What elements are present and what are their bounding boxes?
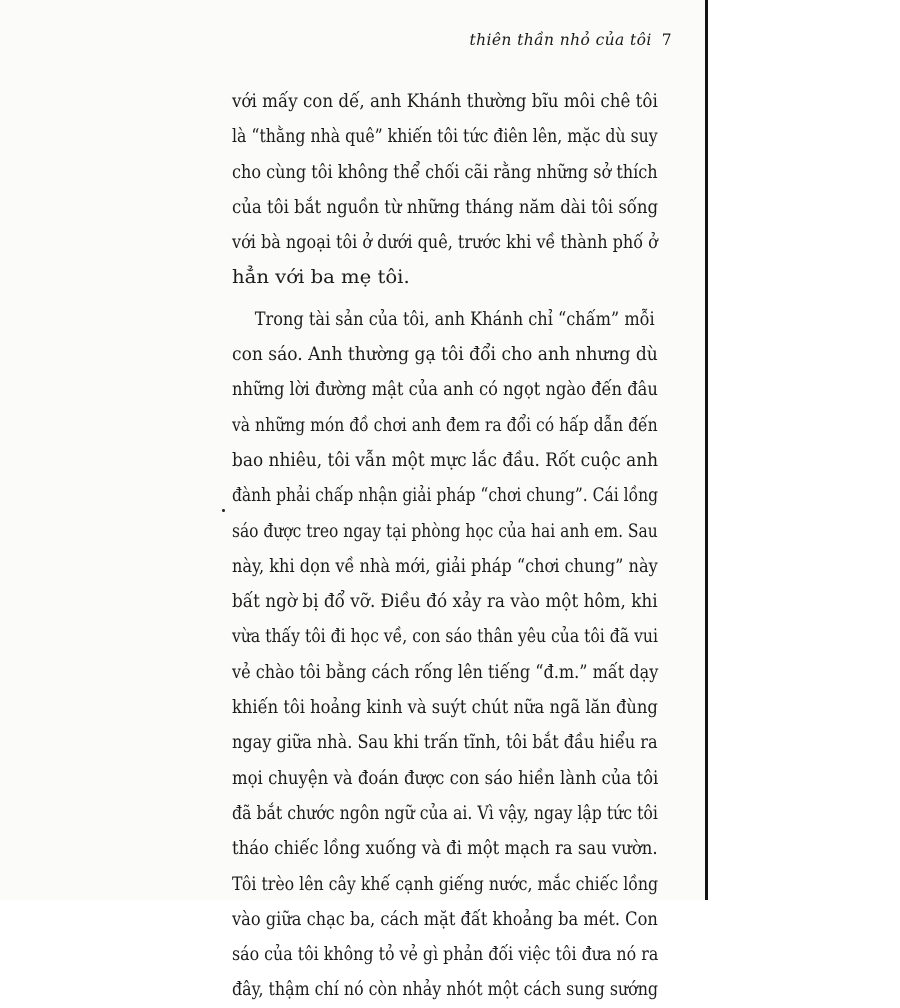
text-line: cho cùng tôi không thể chối cãi rằng những sở thích bbox=[232, 161, 658, 183]
running-head bbox=[469, 31, 672, 49]
text-line: bao nhiêu, tôi vẫn một mực lắc đầu. Rốt cuộc anh bbox=[232, 449, 659, 471]
text-line: vào giữa chạc ba, cách mặt đất khoảng ba mét. Con bbox=[232, 908, 658, 930]
text-line: với mấy con dế, anh Khánh thường bĩu môi chê tôi bbox=[232, 91, 658, 112]
text-line: đã bắt chước ngôn ngữ của ai. Vì vậy, ngay lập tức tôi bbox=[232, 802, 658, 824]
right-margin bbox=[708, 0, 900, 900]
text-line: con sáo. Anh thường gạ tôi đổi cho anh nhưng dù bbox=[232, 344, 658, 366]
text-line: tháo chiếc lồng xuống và đi một mạch ra sau vườn. bbox=[232, 838, 658, 860]
text-line: hẳn với ba mẹ tôi. bbox=[232, 267, 410, 289]
text-line: với bà ngoại tôi ở dưới quê, trước khi về thành phố ở bbox=[232, 232, 658, 254]
text-line: sáo được treo ngay tại phòng học của hai anh em. Sau bbox=[232, 520, 658, 542]
text-line: vừa thấy tôi đi học về, con sáo thân yêu của tôi đã vui bbox=[232, 626, 658, 648]
text-line: mọi chuyện và đoán được con sáo hiền lành của tôi bbox=[232, 767, 659, 789]
text-line: khiến tôi hoảng kinh và suýt chút nữa ngã lăn đùng bbox=[232, 697, 658, 719]
paragraph bbox=[232, 302, 658, 1008]
page-edge-line bbox=[705, 0, 708, 900]
body-text bbox=[232, 84, 658, 1008]
text-line: Trong tài sản của tôi, anh Khánh chỉ “chấm” mỗi bbox=[254, 308, 655, 330]
text-line: bất ngờ bị đổ vỡ. Điều đó xảy ra vào một hôm, khi bbox=[232, 591, 658, 613]
paragraph bbox=[232, 84, 658, 296]
text-line: sáo của tôi không tỏ vẻ gì phản đối việc tôi đưa nó ra bbox=[232, 944, 659, 966]
page-number: 7 bbox=[661, 31, 672, 49]
ink-speck bbox=[222, 509, 225, 512]
text-line: đành phải chấp nhận giải pháp “chơi chung”. Cái lồng bbox=[232, 485, 659, 507]
text-line: đây, thậm chí nó còn nhảy nhót một cách sung sướng bbox=[232, 979, 659, 1001]
text-line: là “thằng nhà quê” khiến tôi tức điên lên, mặc dù suy bbox=[232, 126, 658, 148]
text-line: Tôi trèo lên cây khế cạnh giếng nước, mắc chiếc lồng bbox=[232, 873, 659, 895]
text-line: và những món đồ chơi anh đem ra đổi có hấp dẫn đến bbox=[232, 414, 658, 436]
text-line: này, khi dọn về nhà mới, giải pháp “chơi chung” này bbox=[232, 555, 658, 577]
text-line: vẻ chào tôi bằng cách rống lên tiếng “đ.m.” mất dạy bbox=[232, 661, 659, 683]
running-head-title: thiên thần nhỏ của tôi bbox=[469, 31, 652, 49]
text-line: của tôi bắt nguồn từ những tháng năm dài tôi sống bbox=[232, 196, 659, 218]
text-line: những lời đường mật của anh có ngọt ngào đến đâu bbox=[232, 379, 658, 401]
text-line: ngay giữa nhà. Sau khi trấn tĩnh, tôi bắt đầu hiểu ra bbox=[232, 732, 658, 754]
